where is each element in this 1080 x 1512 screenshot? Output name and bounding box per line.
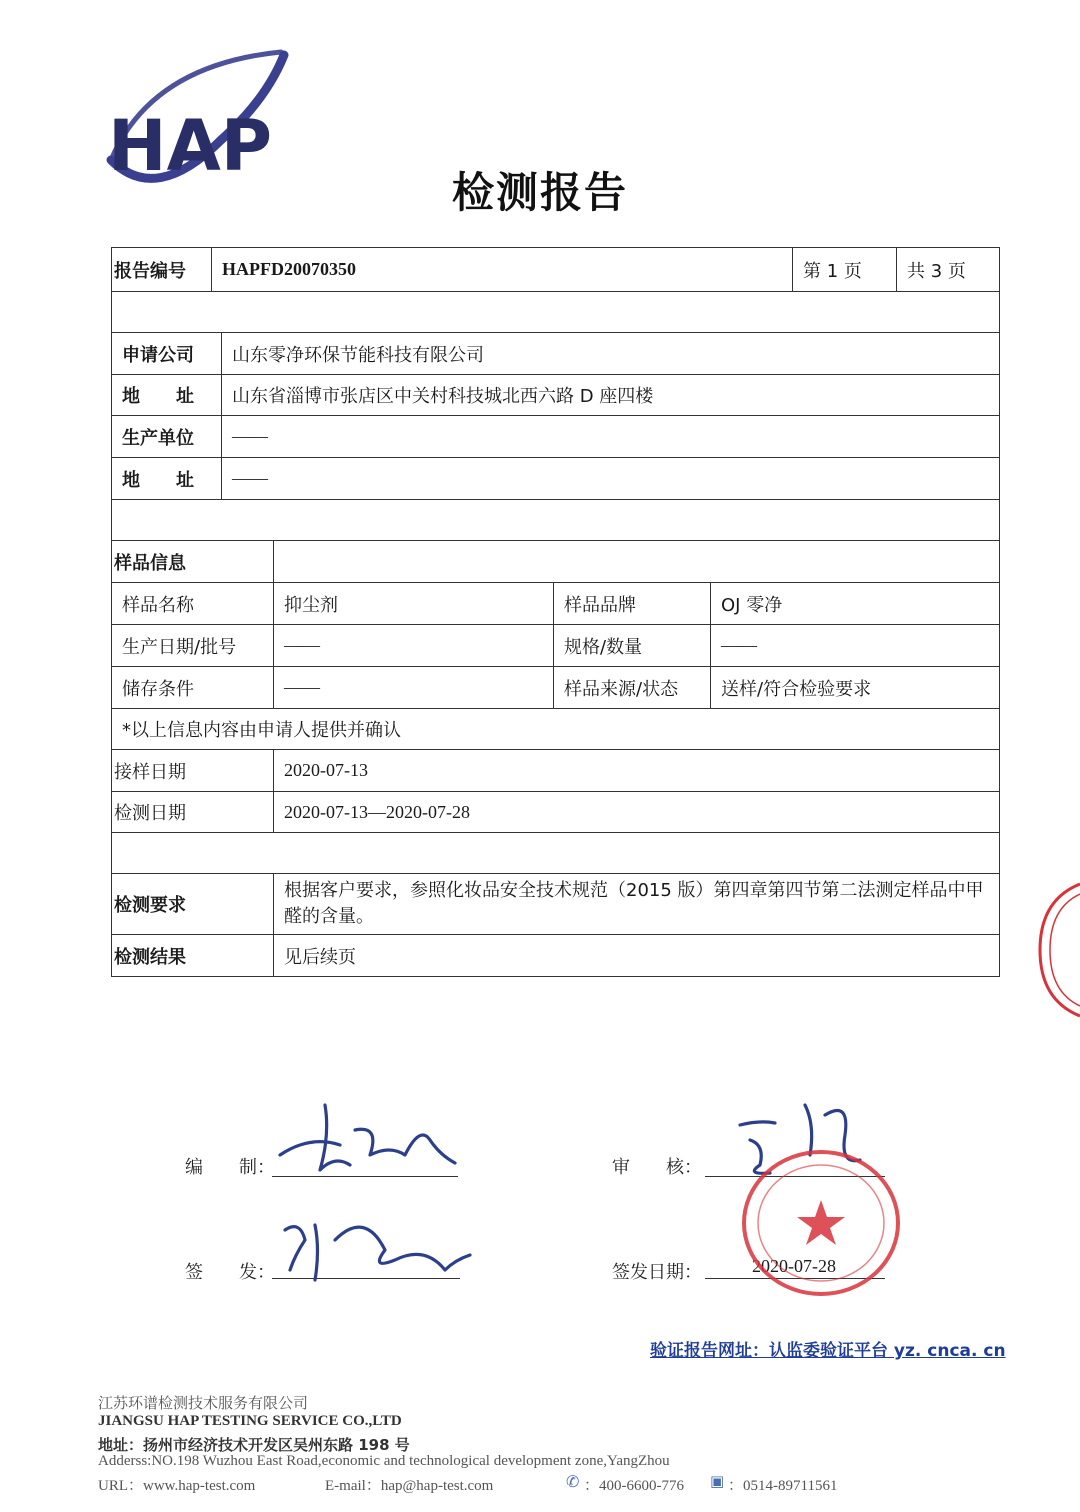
sample-source-label: 样品来源/状态 [554, 667, 711, 709]
manufacturer-address-label: 地 址 [112, 458, 222, 500]
address-row [112, 375, 1000, 416]
footer-address-cn: 地址：扬州市经济技术开发区吴州东路 198 号 [98, 1436, 410, 1454]
report-no: HAPFD20070350 [212, 248, 793, 292]
sample-note: *以上信息内容由申请人提供并确认 [112, 709, 1000, 750]
footer-fax: ：0514-89711561 [728, 1478, 838, 1494]
sample-storage-label: 储存条件 [112, 667, 274, 709]
footer-url[interactable]: URL：www.hap-test.com [98, 1478, 256, 1494]
official-seal [740, 1148, 902, 1298]
received-date-value: 2020-07-13 [274, 750, 1000, 792]
manufacturer-address-row [112, 458, 1000, 500]
sample-storage-value: —— [274, 667, 554, 709]
issue-date-value: 2020-07-28 [752, 1256, 836, 1276]
svg-text:HAP: HAP [108, 105, 273, 187]
fax-icon: ▣ [710, 1474, 725, 1490]
page-number: 第 1 页 [793, 248, 897, 292]
sample-note-row [112, 709, 1000, 750]
sample-brand-label: 样品品牌 [554, 583, 711, 625]
test-date-value: 2020-07-13—2020-07-28 [274, 792, 1000, 833]
sample-name-value: 抑尘剂 [274, 583, 554, 625]
received-date-label: 接样日期 [112, 750, 274, 792]
footer-email[interactable]: E-mail：hap@hap-test.com [325, 1478, 494, 1494]
company-value: 山东零净环保节能科技有限公司 [222, 333, 1000, 375]
total-pages: 共 3 页 [897, 248, 1000, 292]
reviewed-label: 审 核： [612, 1157, 702, 1178]
test-date-row [112, 792, 1000, 833]
sample-source-value: 送样/符合检验要求 [711, 667, 1000, 709]
requirement-row [112, 874, 1000, 935]
sample-storage-row [112, 667, 1000, 709]
sample-date-label: 生产日期/批号 [112, 625, 274, 667]
sample-date-row [112, 625, 1000, 667]
result-label: 检测结果 [112, 935, 274, 977]
report-no-label: 报告编号 [112, 248, 212, 292]
spacer-row [112, 500, 1000, 541]
manufacturer-row [112, 416, 1000, 458]
footer-phone: ：400-6600-776 [584, 1478, 684, 1494]
sample-spec-value: —— [711, 625, 1000, 667]
sample-name-label: 样品名称 [112, 583, 274, 625]
requirement-label: 检测要求 [112, 874, 274, 935]
compiled-label: 编 制： [185, 1157, 275, 1178]
sample-section-label: 样品信息 [112, 541, 274, 583]
sample-spec-label: 规格/数量 [554, 625, 711, 667]
applicant-row [112, 333, 1000, 375]
issue-date-label: 签发日期： [612, 1262, 702, 1283]
spacer-row [112, 292, 1000, 333]
result-value: 见后续页 [274, 935, 1000, 977]
issued-label: 签 发： [185, 1262, 275, 1283]
footer-company-en: JIANGSU HAP TESTING SERVICE CO.,LTD [98, 1413, 402, 1429]
received-date-row [112, 750, 1000, 792]
footer-company-cn: 江苏环谱检测技术服务有限公司 [98, 1394, 309, 1412]
sample-name-row [112, 583, 1000, 625]
edge-seal-fragment [1036, 880, 1080, 1020]
test-date-label: 检测日期 [112, 792, 274, 833]
address-label: 地 址 [112, 375, 222, 416]
verify-link[interactable]: 验证报告网址：认监委验证平台 yz. cnca. cn [650, 1341, 1006, 1361]
company-label: 申请公司 [112, 333, 222, 375]
spacer-row [112, 833, 1000, 874]
sample-brand-value: OJ 零净 [711, 583, 1000, 625]
footer-address-en: Adderss:NO.198 Wuzhou East Road,economic and technological development zone,YangZhou [98, 1453, 670, 1469]
phone-icon: ✆ [566, 1474, 580, 1491]
result-row [112, 935, 1000, 977]
page-title: 检测报告 [451, 168, 628, 217]
requirement-value: 根据客户要求，参照化妆品安全技术规范（2015 版）第四章第四节第二法测定样品中甲醛的含量。 [274, 874, 1000, 935]
address-value: 山东省淄博市张店区中关村科技城北西六路 D 座四楼 [222, 375, 1000, 416]
manufacturer-address-value: —— [222, 458, 1000, 500]
header-row [112, 248, 1000, 292]
manufacturer-value: —— [222, 416, 1000, 458]
sample-date-value: —— [274, 625, 554, 667]
compiler-signature [270, 1095, 460, 1180]
sample-section-row [112, 541, 1000, 583]
issuer-signature [275, 1200, 475, 1290]
manufacturer-label: 生产单位 [112, 416, 222, 458]
report-table [111, 247, 1000, 977]
